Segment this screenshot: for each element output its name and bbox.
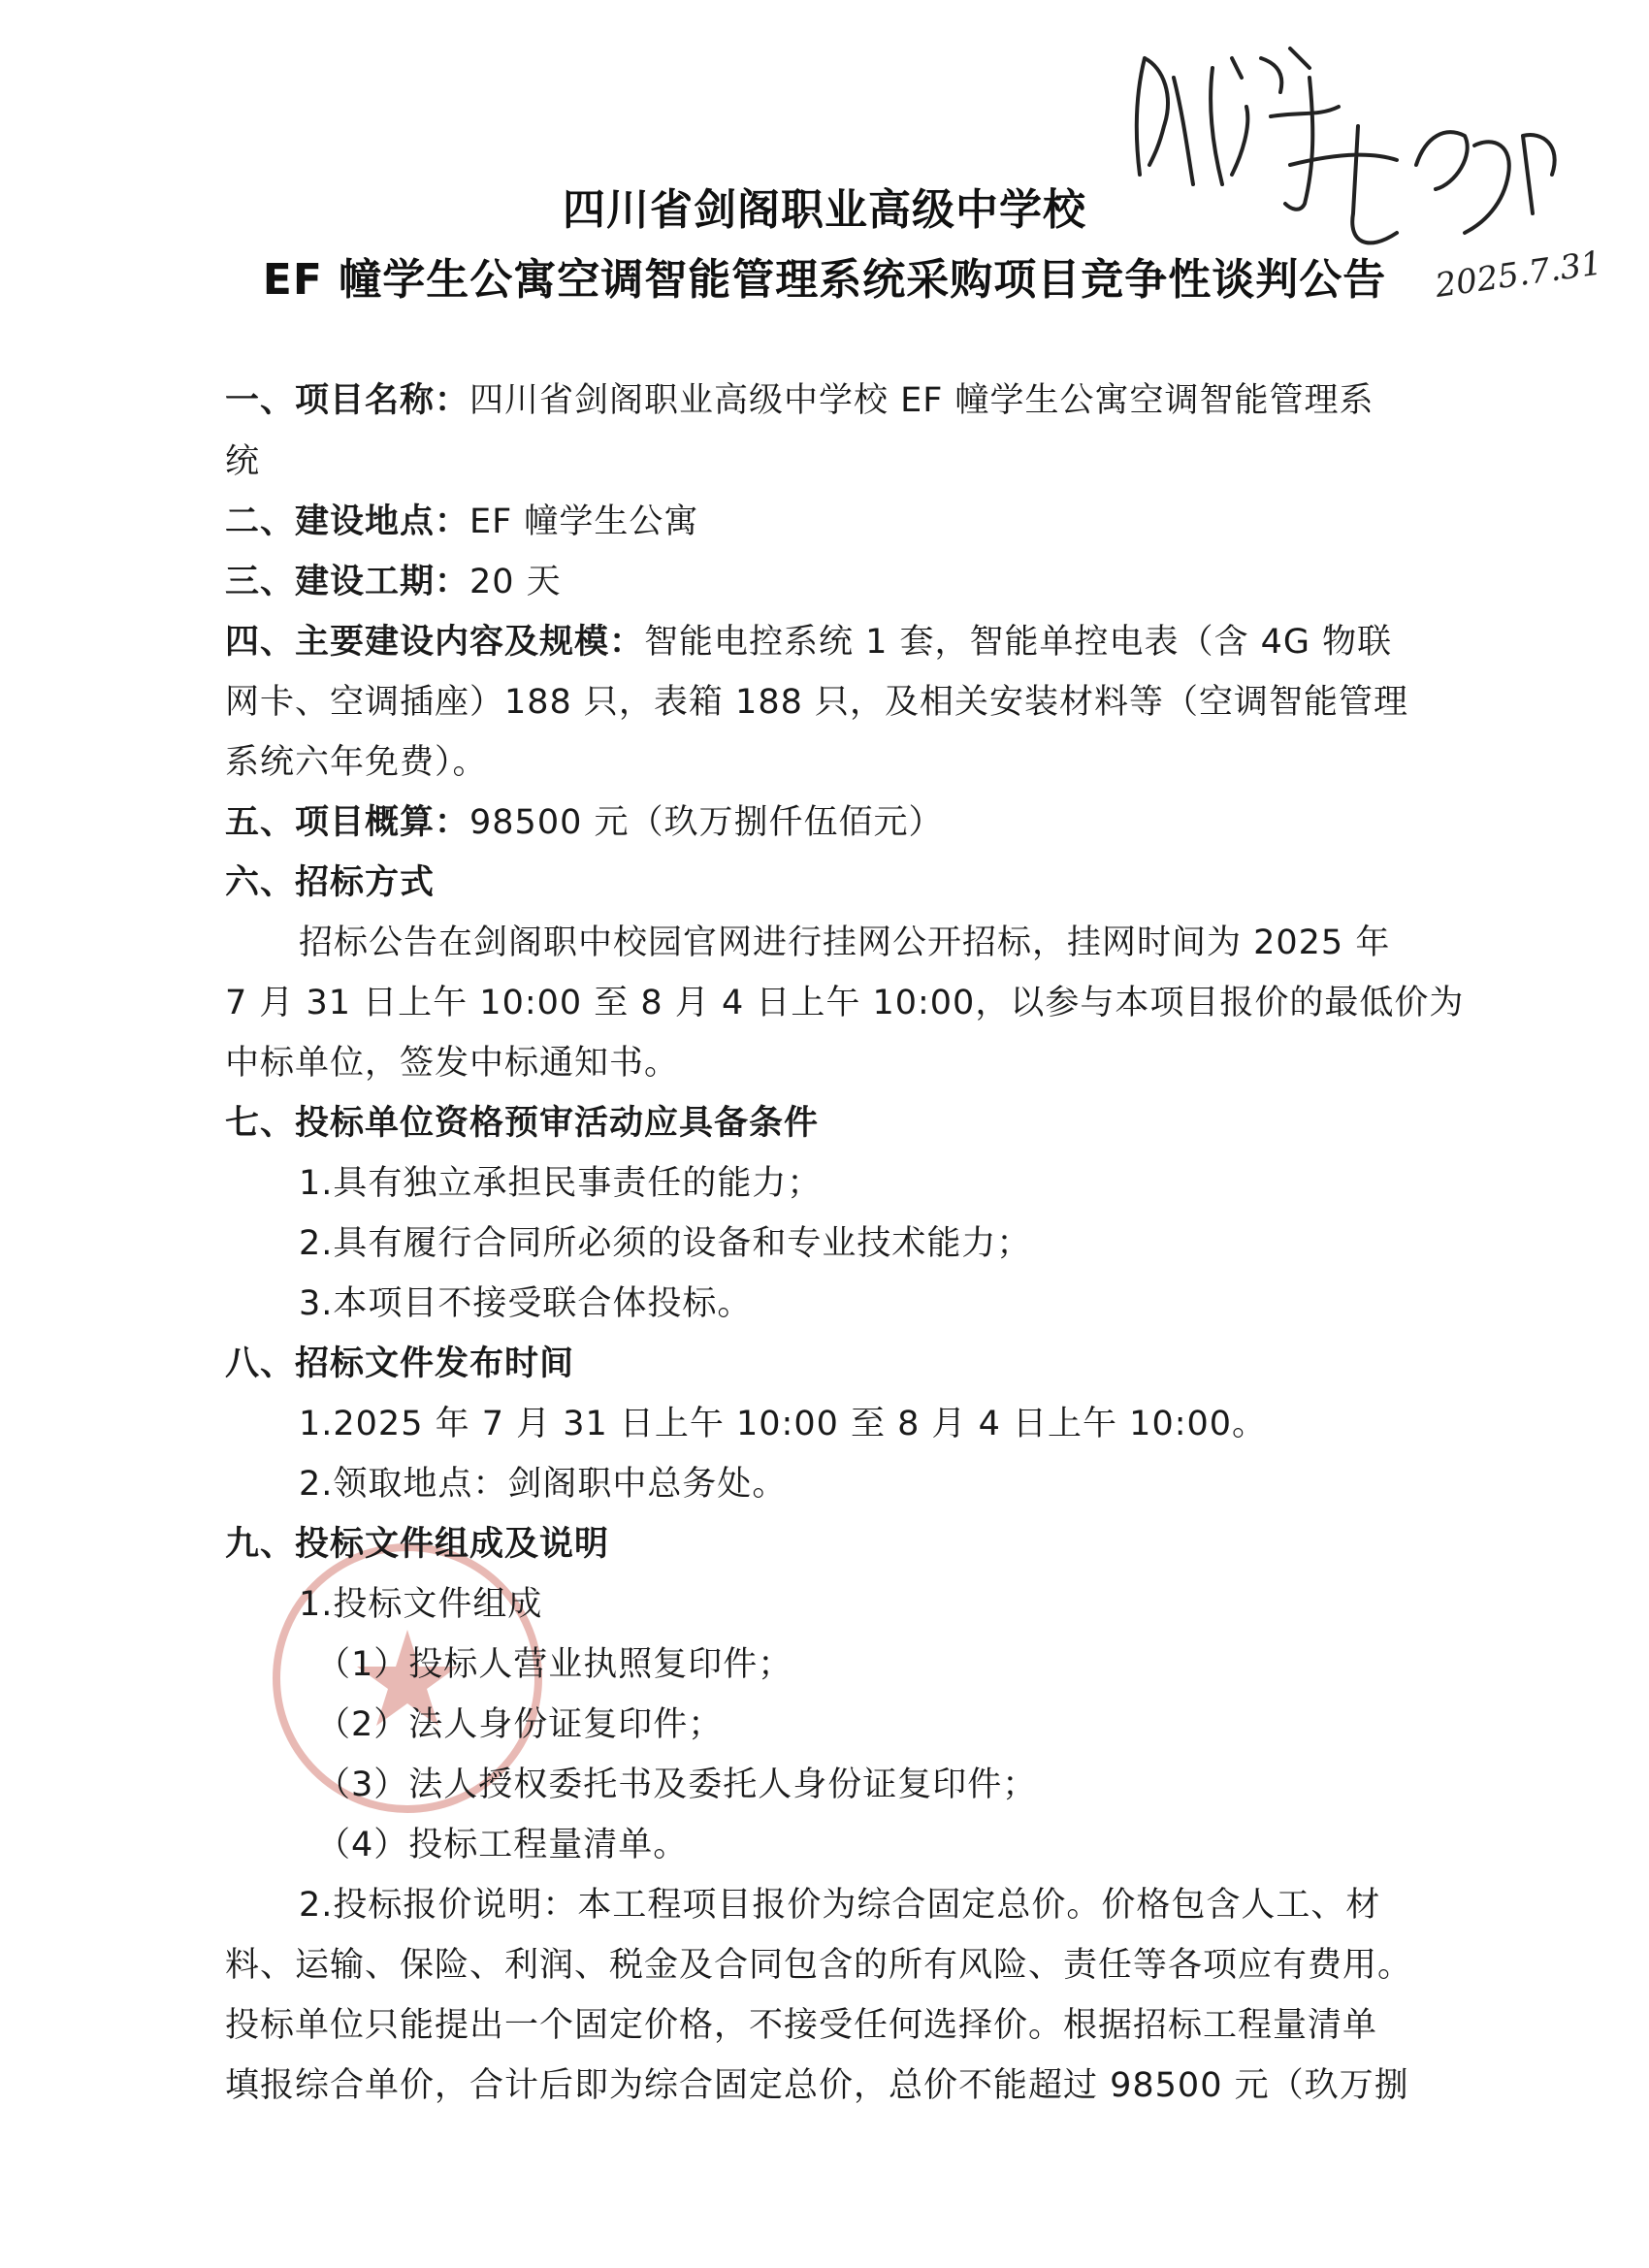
section-8-item: 1.2025 年 7 月 31 日上午 10:00 至 8 月 4 日上午 10:00。 [299, 1405, 1268, 1443]
section-4-cont-2: 系统六年免费）。 [225, 743, 488, 782]
section-2 [225, 495, 1467, 543]
title-line-2: EF 幢学生公寓空调智能管理系统采购项目竞争性谈判公告 [262, 255, 1387, 305]
section-7-item: 2.具有履行合同所必须的设备和专业技术能力； [299, 1224, 1032, 1263]
section-9-paragraph-3: 投标单位只能提出一个固定价格，不接受任何选择价。根据招标工程量清单 [225, 2006, 1378, 2045]
section-9-item: （3）法人授权委托书及委托人身份证复印件； [316, 1766, 1038, 1804]
section-4-heading: 四、主要建设内容及规模： [225, 623, 645, 662]
section-4 [225, 615, 1467, 664]
section-9-sub-heading: 1.投标文件组成 [299, 1585, 543, 1624]
section-1 [225, 373, 1467, 422]
section-3-heading: 三、建设工期： [225, 563, 470, 601]
section-5-heading: 五、项目概算： [225, 803, 470, 842]
section-5-text: 98500 元（玖万捌仟伍佰元） [469, 803, 944, 842]
section-3 [225, 555, 1467, 603]
section-1-heading: 一、项目名称： [225, 381, 470, 420]
section-1-cont: 统 [225, 442, 261, 481]
section-4-text: 智能电控系统 1 套，智能单控电表（含 4G 物联 [644, 623, 1393, 662]
section-9-item: （1）投标人营业执照复印件； [316, 1645, 793, 1684]
section-9-paragraph-1: 2.投标报价说明：本工程项目报价为综合固定总价。价格包含人工、材 [299, 1886, 1381, 1925]
section-9-paragraph-4: 填报综合单价，合计后即为综合固定总价，总价不能超过 98500 元（玖万捌 [225, 2066, 1409, 2105]
section-7-heading: 七、投标单位资格预审活动应具备条件 [225, 1104, 820, 1143]
title-line-1: 四川省剑阁职业高级中学校 [563, 185, 1086, 235]
section-9-item: （4）投标工程量清单。 [316, 1826, 689, 1864]
section-2-text: EF 幢学生公寓 [469, 502, 699, 541]
section-5 [225, 795, 1467, 844]
section-7-item: 3.本项目不接受联合体投标。 [299, 1284, 753, 1323]
section-6-paragraph-2: 7 月 31 日上午 10:00 至 8 月 4 日上午 10:00，以参与本项目报价的最低价为 [225, 984, 1465, 1022]
svg-text:2025.7.31: 2025.7.31 [1433, 243, 1605, 306]
section-3-text: 20 天 [469, 563, 562, 601]
section-7-item: 1.具有独立承担民事责任的能力； [299, 1164, 823, 1203]
section-4-cont-1: 网卡、空调插座）188 只，表箱 188 只，及相关安装材料等（空调智能管理 [225, 683, 1408, 722]
section-2-heading: 二、建设地点： [225, 502, 470, 541]
section-6-heading: 六、招标方式 [225, 863, 436, 902]
section-6-paragraph-3: 中标单位，签发中标通知书。 [225, 1044, 680, 1083]
section-1-text: 四川省剑阁职业高级中学校 EF 幢学生公寓空调智能管理系 [469, 381, 1374, 420]
section-9-heading: 九、投标文件组成及说明 [225, 1525, 610, 1564]
section-9-item: （2）法人身份证复印件； [316, 1705, 724, 1744]
section-8-heading: 八、招标文件发布时间 [225, 1345, 575, 1383]
section-9-paragraph-2: 料、运输、保险、利润、税金及合同包含的所有风险、责任等各项应有费用。 [225, 1946, 1413, 1985]
section-8-item: 2.领取地点：剑阁职中总务处。 [299, 1465, 788, 1504]
section-6-paragraph-1: 招标公告在剑阁职中校园官网进行挂网公开招标，挂网时间为 2025 年 [299, 923, 1391, 962]
